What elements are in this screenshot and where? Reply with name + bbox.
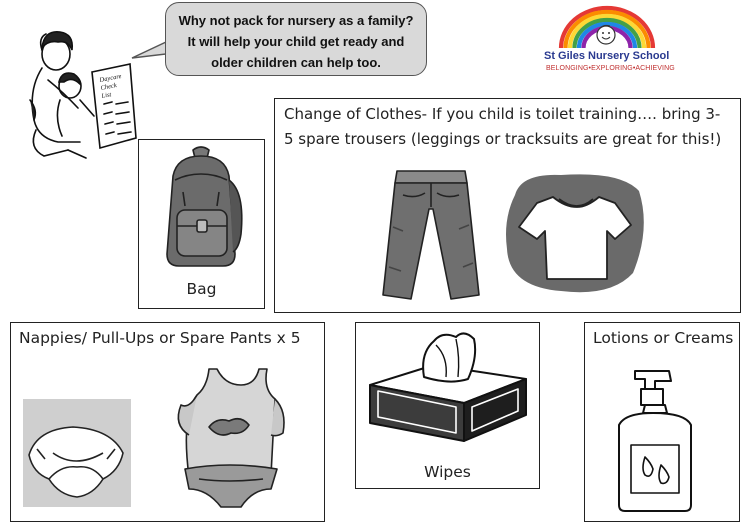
clothes-text-line-1: Change of Clothes- If you child is toilet training…. bring 3-	[284, 105, 721, 123]
rainbow-logo-icon	[556, 4, 658, 50]
bag-label: Bag	[186, 280, 217, 298]
family-checklist-illustration	[8, 20, 138, 165]
checklist-title-line-3: List	[101, 91, 112, 100]
speech-bubble-line-2: It will help your child get ready and	[187, 34, 405, 49]
lotions-card	[584, 322, 740, 522]
trousers-icon	[375, 167, 487, 307]
tissue-box-icon	[364, 327, 532, 449]
school-name: St Giles Nursery School	[544, 50, 670, 62]
checklist-title-line-2: Check	[100, 81, 118, 92]
lotion-pump-bottle-icon	[605, 365, 717, 515]
nappies-label: Nappies/ Pull-Ups or Spare Pants x 5	[19, 329, 301, 347]
tshirt-icon	[501, 169, 651, 297]
clothes-card	[274, 98, 741, 313]
speech-bubble	[165, 2, 427, 76]
clothes-text-line-2: 5 spare trousers (leggings or tracksuits are great for this!)	[284, 130, 722, 148]
checklist-title-line-1: Daycare	[99, 72, 123, 84]
wipes-label: Wipes	[424, 463, 471, 481]
lotions-label: Lotions or Creams	[593, 329, 734, 347]
nappies-card	[10, 322, 325, 522]
nappy-icon	[23, 399, 131, 507]
speech-bubble-line-3: older children can help too.	[211, 55, 381, 70]
wipes-card	[355, 322, 540, 489]
speech-bubble-line-1: Why not pack for nursery as a family?	[178, 13, 414, 28]
school-motto: BELONGING•EXPLORING•ACHIEVING	[546, 65, 675, 72]
backpack-icon	[149, 144, 253, 272]
bag-card	[138, 139, 265, 309]
vest-and-pants-icon	[159, 365, 299, 513]
